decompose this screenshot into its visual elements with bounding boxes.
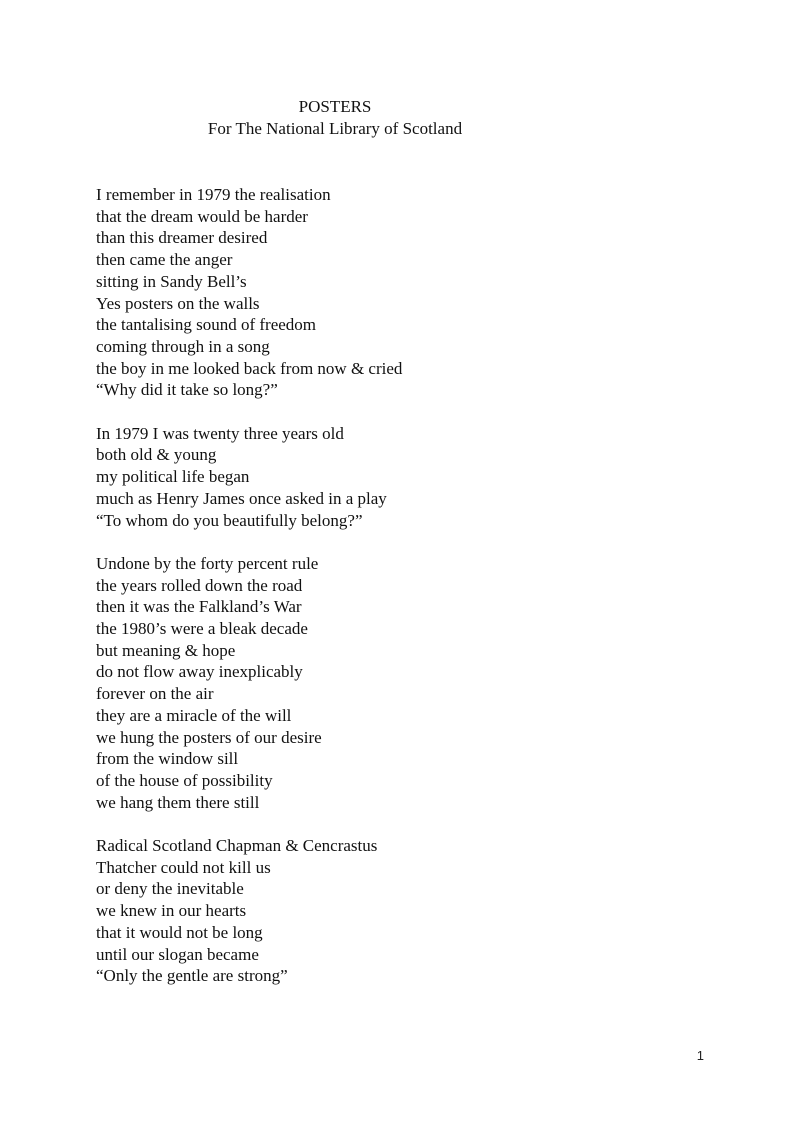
- stanza: [96, 553, 716, 813]
- poem-line: from the window sill: [96, 749, 239, 769]
- poem-title: POSTERS: [298, 97, 372, 116]
- poem-line: do not flow away inexplicably: [96, 662, 303, 682]
- poem-line: coming through in a song: [96, 336, 270, 356]
- poem-line: “Why did it take so long?”: [96, 380, 278, 400]
- stanza: [96, 423, 716, 532]
- poem-line: my political life began: [96, 467, 250, 487]
- poem-line: “To whom do you beautifully belong?”: [96, 510, 363, 530]
- poem-line: “Only the gentle are strong”: [96, 966, 288, 986]
- poem-line: Thatcher could not kill us: [96, 857, 271, 877]
- poem-line: forever on the air: [96, 684, 214, 704]
- poem-line: the 1980’s were a bleak decade: [96, 619, 308, 639]
- poem-line: the years rolled down the road: [96, 575, 303, 595]
- title-block: [0, 96, 670, 140]
- poem-line: sitting in Sandy Bell’s: [96, 271, 247, 291]
- poem-line: of the house of possibility: [96, 770, 273, 790]
- poem-line: then came the anger: [96, 250, 233, 270]
- poem-line: In 1979 I was twenty three years old: [96, 423, 344, 443]
- stanza: [96, 835, 716, 987]
- page-number: 1: [696, 1048, 704, 1063]
- poem-line: until our slogan became: [96, 944, 259, 964]
- poem-line: Radical Scotland Chapman & Cencrastus: [96, 836, 378, 856]
- poem-line: Undone by the forty percent rule: [96, 553, 319, 573]
- poem-line: we hung the posters of our desire: [96, 727, 322, 747]
- poem-line: then it was the Falkland’s War: [96, 597, 302, 617]
- poem-line: that it would not be long: [96, 922, 263, 942]
- poem-subtitle: For The National Library of Scotland: [207, 119, 463, 138]
- stanza: [96, 184, 716, 401]
- poem-line: that the dream would be harder: [96, 206, 308, 226]
- poem-line: they are a miracle of the will: [96, 705, 292, 725]
- poem-line: or deny the inevitable: [96, 879, 244, 899]
- poem-body: [96, 184, 716, 1009]
- poem-line: much as Henry James once asked in a play: [96, 488, 387, 508]
- poem-line: than this dreamer desired: [96, 228, 268, 248]
- poem-line: the tantalising sound of freedom: [96, 315, 317, 335]
- poem-line: I remember in 1979 the realisation: [96, 185, 331, 204]
- poem-line: we hang them there still: [96, 792, 260, 812]
- poem-line: but meaning & hope: [96, 640, 236, 660]
- poem-line: Yes posters on the walls: [96, 293, 260, 313]
- poem-line: we knew in our hearts: [96, 901, 247, 921]
- poem-line: both old & young: [96, 445, 217, 465]
- poem-line: the boy in me looked back from now & cried: [96, 358, 403, 378]
